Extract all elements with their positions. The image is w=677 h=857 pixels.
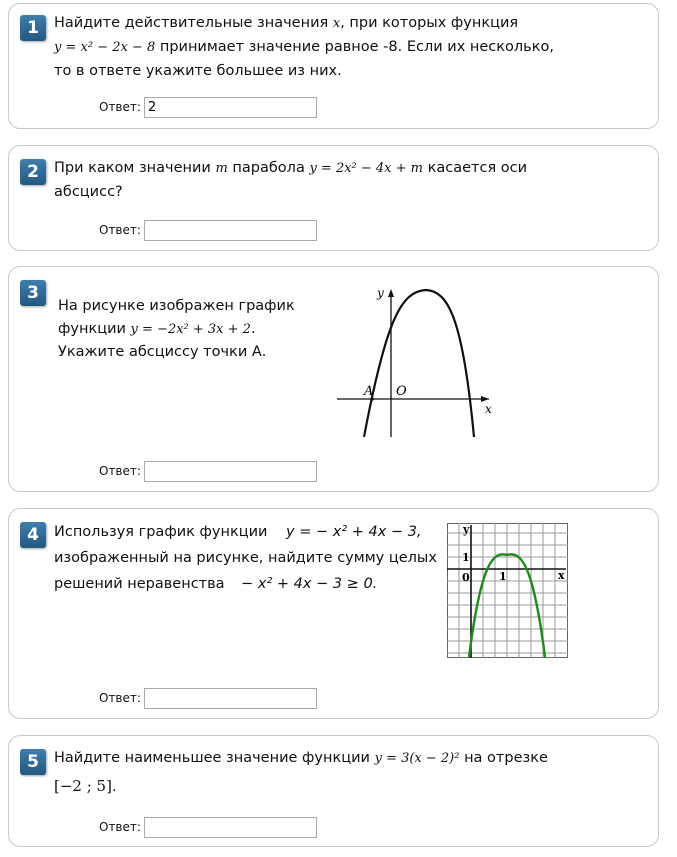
task-card-2 [8,145,659,251]
question-text: касается оси [423,160,528,176]
task-1-line-2 [54,35,554,60]
answer-input-4[interactable] [144,688,317,709]
question-text: При каком значении [54,160,216,176]
task-card-4 [8,508,659,719]
task-2-line-1 [54,156,527,181]
task-card-1 [8,3,659,129]
question-text: Найдите действительные значения [54,15,333,31]
task-number-badge: 5 [20,749,46,775]
answer-input-5[interactable] [144,817,317,838]
y-axis-arrow [388,289,394,297]
graph-label-one-x: 1 [499,570,507,583]
answer-label: Ответ: [99,223,141,237]
math-formula: y = 3(x − 2)² [374,751,460,766]
math-formula: [−2 ; 5] [54,777,112,795]
graph-label-y: y [463,523,470,536]
answer-input-3[interactable] [144,461,317,482]
task-1-line-1 [54,11,518,36]
graph-label-o: O [396,384,407,399]
task-card-5 [8,735,659,847]
grid-parabola-graph [447,523,569,659]
task-4-line-1 [54,520,422,544]
math-formula: − x² + 4x − 3 ≥ 0. [241,576,378,592]
math-formula: y = −2x² + 3x + 2 [130,322,251,337]
math-variable: m [215,161,228,176]
task-3-line-3: Укажите абсциссу точки А. [58,344,267,360]
task-number-badge: 4 [20,522,46,548]
task-3-line-2 [58,317,256,342]
math-formula: y = 2x² − 4x + m [309,161,423,176]
parabola-curve [364,290,474,437]
question-text: , при которых функция [340,15,519,31]
question-text: парабола [227,160,310,176]
math-formula: y = − x² + 4x − 3, [286,524,422,540]
answer-label: Ответ: [99,820,141,834]
task-number-badge: 3 [20,280,46,306]
task-number-badge: 2 [20,159,46,185]
answer-input-2[interactable] [144,220,317,241]
graph-label-a: A [364,384,374,399]
question-text: Используя график функции [54,524,268,540]
task-number-badge: 1 [20,15,46,41]
question-text: . [111,779,117,795]
graph-label-zero: 0 [462,571,470,584]
task-2-line-2: абсцисс? [54,184,123,200]
task-4-line-3 [54,572,377,596]
graph-label-x: x [558,569,565,582]
answer-label: Ответ: [99,691,141,705]
answer-input-1[interactable] [144,97,317,118]
task-3-line-1: На рисунке изображен график [58,298,295,314]
graph-label-one-y: 1 [462,551,470,564]
math-variable: x [332,16,341,31]
question-text: на отрезке [459,750,548,766]
graph-label-y: y [377,286,384,300]
task-4-line-2: изображенный на рисунке, найдите сумму целых [54,550,437,566]
task-1-line-3: то в ответе укажите большее из них. [54,63,342,79]
question-text: функции [58,321,131,337]
task-5-line-2 [54,774,117,799]
question-text: . [250,321,256,337]
task-5-line-1 [54,746,548,771]
answer-label: Ответ: [99,100,141,114]
question-text: Найдите наименьшее значение функции [54,750,375,766]
answer-label: Ответ: [99,464,141,478]
question-text: принимает значение равное -8. Если их несколько, [155,39,554,55]
task-card-3 [8,266,659,492]
question-text: решений неравенства [54,576,225,592]
parabola-graph [331,281,501,441]
graph-label-x: x [485,402,492,416]
math-formula: y = x² − 2x − 8 [54,40,156,55]
